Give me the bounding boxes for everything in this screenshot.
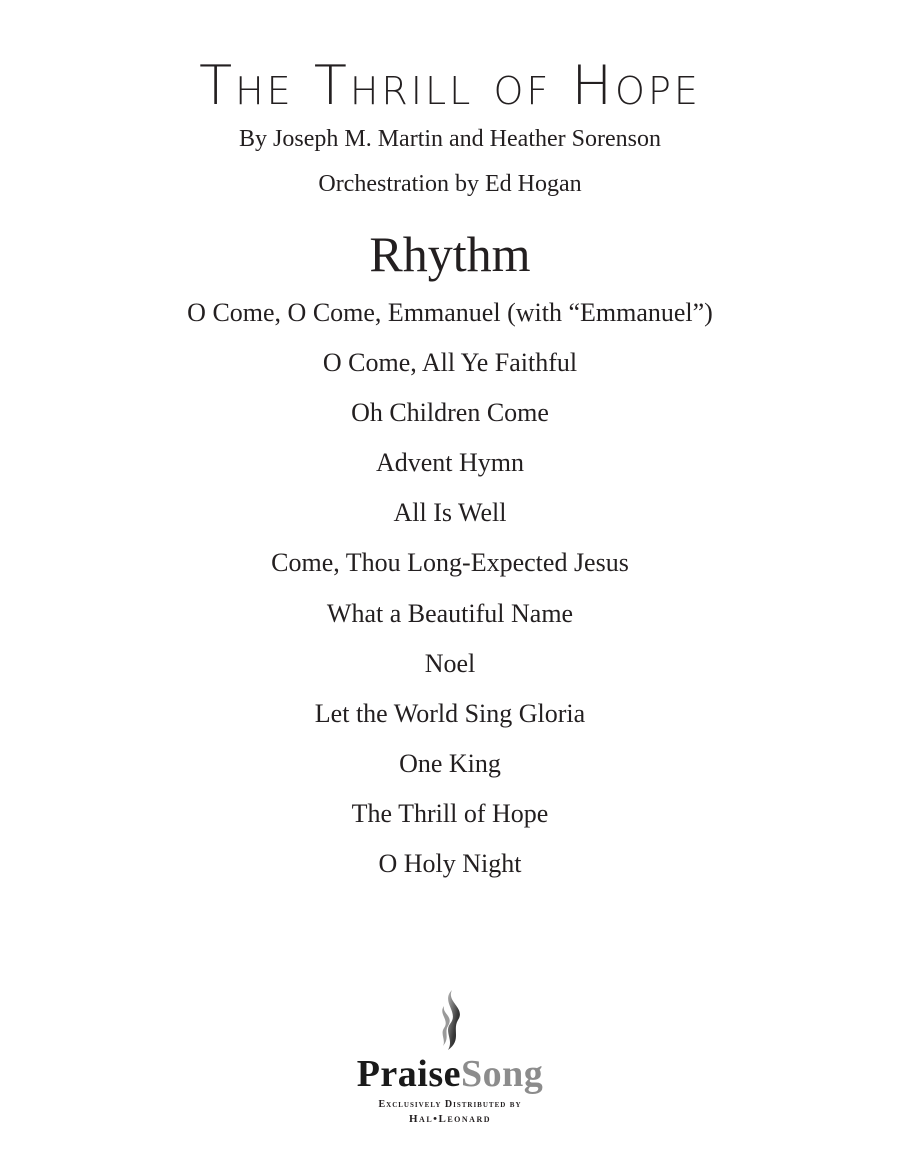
song-item: O Come, O Come, Emmanuel (with “Emmanuel”) bbox=[187, 298, 713, 327]
orchestration-credit: Orchestration by Ed Hogan bbox=[318, 171, 582, 197]
song-item: O Come, All Ye Faithful bbox=[322, 348, 578, 378]
brand-praise: Praise bbox=[356, 1053, 461, 1095]
flame-icon bbox=[430, 988, 470, 1052]
part-name: Rhythm bbox=[369, 226, 531, 282]
composer-credit: By Joseph M. Martin and Heather Sorenson bbox=[239, 126, 661, 152]
brand-wordmark bbox=[0, 1052, 900, 1096]
publisher-logo bbox=[0, 988, 900, 1126]
song-item: Come, Thou Long-Expected Jesus bbox=[271, 548, 629, 578]
distribution-note: Exclusively Distributed by bbox=[378, 1099, 522, 1110]
song-item: Let the World Sing Gloria bbox=[314, 698, 586, 728]
brand-song: Song bbox=[461, 1053, 544, 1095]
song-item: Noel bbox=[424, 648, 476, 678]
song-item: What a Beautiful Name bbox=[326, 598, 574, 628]
page-title: The Thrill of Hope bbox=[199, 54, 701, 117]
song-item: O Holy Night bbox=[378, 849, 522, 879]
song-item: All Is Well bbox=[393, 498, 507, 528]
song-item: Oh Children Come bbox=[351, 398, 549, 428]
song-item: One King bbox=[399, 748, 501, 778]
distributor-name: Hal•Leonard bbox=[408, 1113, 492, 1125]
song-list bbox=[0, 296, 900, 897]
song-item: The Thrill of Hope bbox=[351, 798, 549, 828]
song-item: Advent Hymn bbox=[375, 448, 525, 478]
